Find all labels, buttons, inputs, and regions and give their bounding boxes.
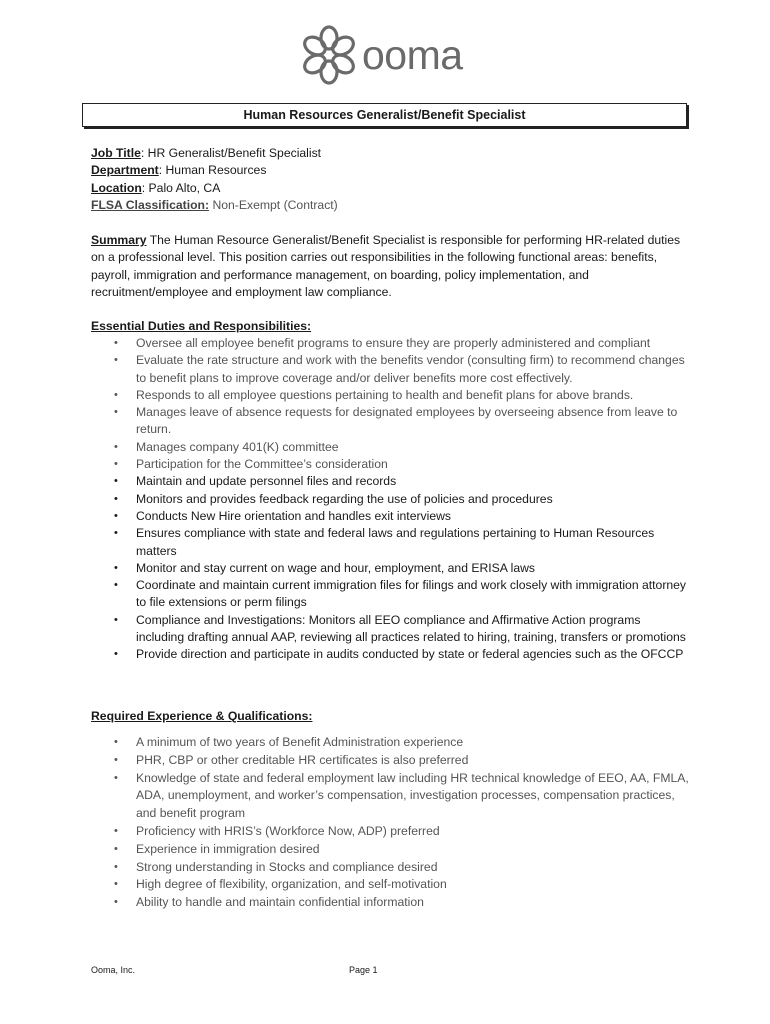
flsa-label: FLSA Classification: <box>91 197 210 212</box>
list-item: • Proficiency with HRIS’s (Workforce Now, ADP) preferred <box>91 823 691 841</box>
list-item: • Ensures compliance with state and federal laws and regulations pertaining to Human Resources matters <box>91 525 691 560</box>
list-item: • Compliance and Investigations: Monitors all EEO compliance and Affirmative Action programs including drafting annual AAP, reviewing all practices related to hiring, training, transfers or promotions <box>91 612 691 647</box>
list-item: • Conducts New Hire orientation and handles exit interviews <box>91 508 691 525</box>
summary-text: The Human Resource Generalist/Benefit Specialist is responsible for performing HR-related duties on a professional level. This position carries out responsibilities in the following functional areas: benefits, payroll, immigration and performance management, on boarding, policy implementation, and recruitment/employee and employment law compliance. <box>91 233 681 299</box>
job-title-label: Job Title <box>91 146 141 160</box>
department-label: Department <box>91 163 159 178</box>
list-item: • Knowledge of state and federal employment law including HR technical knowledge of EEO, AA, FMLA, ADA, unemployment, and worker’s compensation, investigation processes, compensation practices, and benefit program <box>91 770 691 823</box>
qualifications-heading: Required Experience & Qualifications: <box>91 709 313 723</box>
location-label: Location <box>91 180 142 195</box>
list-item: • Strong understanding in Stocks and compliance desired <box>91 859 691 877</box>
job-title-value: : HR Generalist/Benefit Specialist <box>140 146 322 160</box>
list-item: • PHR, CBP or other creditable HR certificates is also preferred <box>91 752 691 770</box>
list-item: • Experience in immigration desired <box>91 841 691 859</box>
list-item: • High degree of flexibility, organization, and self-motivation <box>91 876 691 894</box>
qualifications-list <box>91 734 691 912</box>
list-item: • Maintain and update personnel files and records <box>91 473 691 490</box>
list-item: • Manages company 401(K) committee <box>91 439 691 456</box>
job-meta <box>91 145 338 214</box>
footer-company: Ooma, Inc. <box>91 965 136 975</box>
summary-label: Summary <box>91 233 147 247</box>
ooma-logo <box>302 24 463 86</box>
department-row <box>91 162 338 179</box>
duties-list <box>91 335 691 664</box>
list-item: • Participation for the Committee’s consideration <box>91 456 691 473</box>
list-item: • Monitor and stay current on wage and hour, employment, and ERISA laws <box>91 560 691 577</box>
ooma-flower-icon <box>302 24 356 86</box>
location-value: : Palo Alto, CA <box>141 180 221 195</box>
list-item: • A minimum of two years of Benefit Administration experience <box>91 734 691 752</box>
logo-wordmark: ooma <box>362 31 463 78</box>
department-value: : Human Resources <box>158 163 267 178</box>
list-item: • Manages leave of absence requests for designated employees by overseeing absence from leave to return. <box>91 404 691 439</box>
list-item: • Evaluate the rate structure and work with the benefits vendor (consulting firm) to recommend changes to benefit plans to improve coverage and/or deliver benefits more cost effectively. <box>91 352 691 387</box>
flsa-row <box>91 197 338 214</box>
job-title-row <box>91 145 338 162</box>
summary-paragraph <box>91 232 686 301</box>
location-row <box>91 180 338 197</box>
list-item: • Monitors and provides feedback regarding the use of policies and procedures <box>91 491 691 508</box>
duties-heading: Essential Duties and Responsibilities: <box>91 319 312 333</box>
list-item: • Responds to all employee questions pertaining to health and benefit plans for above brands. <box>91 387 691 404</box>
list-item: • Oversee all employee benefit programs to ensure they are properly administered and compliant <box>91 335 691 352</box>
list-item: • Coordinate and maintain current immigration files for filings and work closely with immigration attorney to file extensions or perm filings <box>91 577 691 612</box>
list-item: • Ability to handle and maintain confidential information <box>91 894 691 912</box>
footer-page-number: Page 1 <box>349 965 378 975</box>
page-title: Human Resources Generalist/Benefit Specialist <box>82 103 687 127</box>
list-item: • Provide direction and participate in audits conducted by state or federal agencies such as the OFCCP <box>91 646 691 663</box>
flsa-value: Non-Exempt (Contract) <box>209 197 338 212</box>
